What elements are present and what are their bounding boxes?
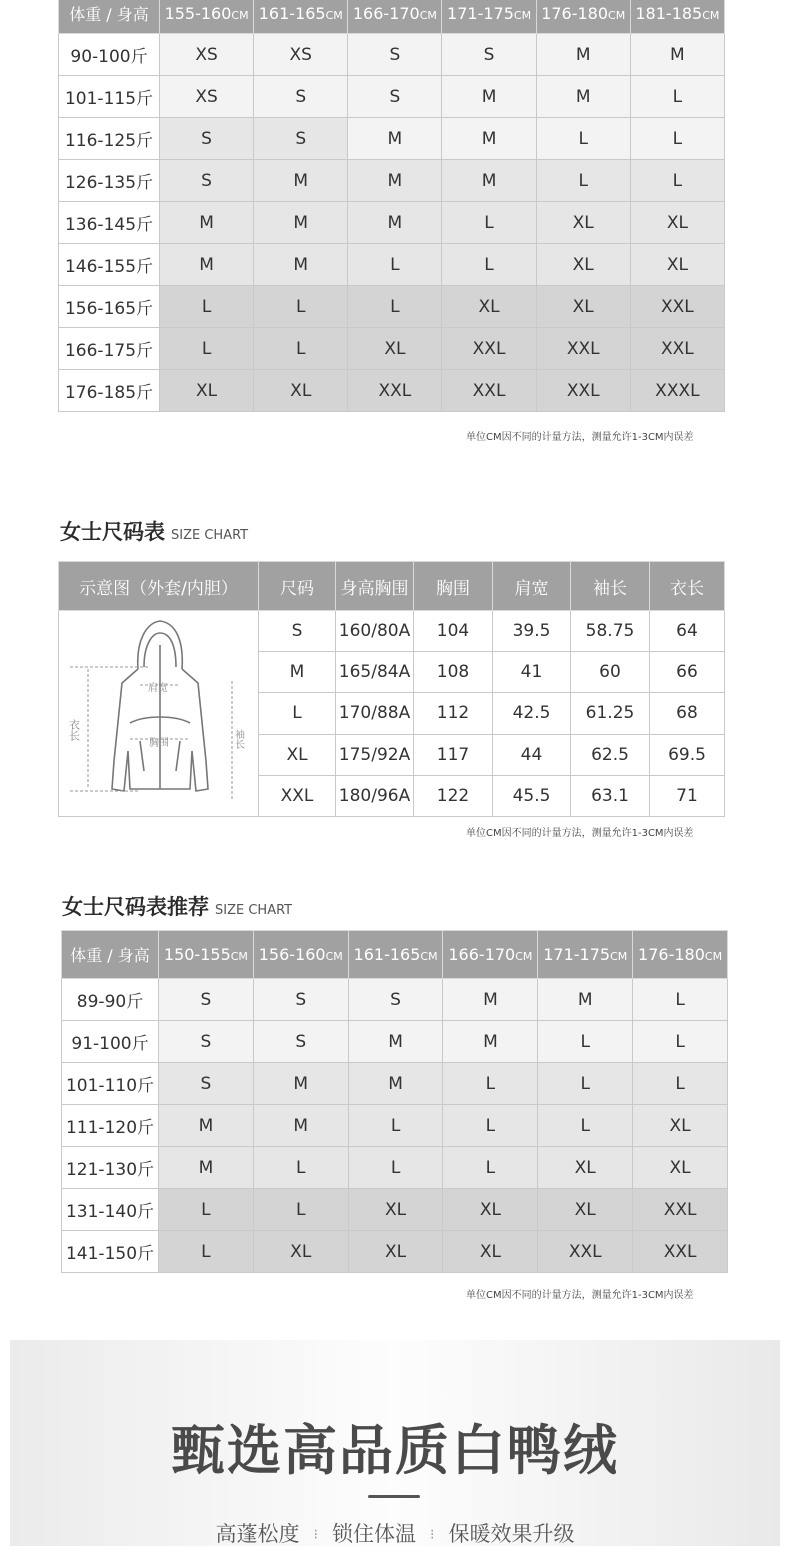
- measure-cell: 64: [650, 611, 725, 652]
- size-cell: S: [254, 76, 348, 118]
- size-cell: XS: [160, 76, 254, 118]
- table-row: [62, 1063, 728, 1105]
- table-row: [62, 1021, 728, 1063]
- size-cell: L: [442, 244, 536, 286]
- height-unit: CM: [419, 8, 437, 22]
- measure-cell: 170/88A: [336, 693, 414, 734]
- weight-cell: 90-100斤: [59, 34, 160, 76]
- height-unit: CM: [230, 950, 248, 963]
- size-cell: L: [630, 160, 724, 202]
- size-cell: L: [442, 202, 536, 244]
- height-unit: CM: [610, 950, 628, 963]
- column-header: 袖长: [571, 562, 650, 611]
- height-unit: CM: [608, 8, 626, 22]
- size-cell: M: [160, 202, 254, 244]
- height-header: [253, 931, 348, 979]
- measure-cell: 45.5: [493, 775, 571, 816]
- measure-cell: 42.5: [493, 693, 571, 734]
- banner-features: [10, 1518, 780, 1548]
- size-cell: L: [348, 1105, 443, 1147]
- column-header: 胸围: [414, 562, 493, 611]
- height-header: [538, 931, 633, 979]
- size-cell: M: [348, 118, 442, 160]
- measure-cell: 122: [414, 775, 493, 816]
- feature-separator: ⁝: [313, 1527, 318, 1543]
- height-header: [160, 0, 254, 34]
- table-row: [59, 76, 725, 118]
- size-cell: M: [160, 244, 254, 286]
- size-cell: L: [348, 286, 442, 328]
- size-cell: L: [259, 693, 336, 734]
- height-value: 161-165: [258, 3, 326, 23]
- size-cell: XXL: [538, 1231, 633, 1273]
- measure-cell: 68: [650, 693, 725, 734]
- weight-cell: 89-90斤: [62, 979, 159, 1021]
- section-subtitle: SIZE CHART: [171, 528, 249, 543]
- height-header: [536, 0, 630, 34]
- chest-label: 胸围: [149, 738, 169, 749]
- height-unit: CM: [325, 8, 343, 22]
- height-value: 171-175: [447, 3, 514, 23]
- size-cell: L: [159, 1189, 254, 1231]
- weight-cell: 111-120斤: [62, 1105, 159, 1147]
- size-cell: S: [442, 34, 536, 76]
- size-cell: XL: [633, 1105, 728, 1147]
- table-row: [62, 1147, 728, 1189]
- size-cell: L: [538, 1105, 633, 1147]
- height-header: [254, 0, 348, 34]
- weight-cell: 131-140斤: [62, 1189, 159, 1231]
- corner-header: 体重 / 身高: [59, 0, 160, 34]
- size-cell: S: [348, 34, 442, 76]
- height-value: 176-180: [541, 3, 609, 23]
- height-value: 155-160: [164, 3, 232, 23]
- size-recommend-table: [61, 930, 728, 1273]
- size-chart-table: [58, 561, 725, 817]
- size-cell: S: [160, 160, 254, 202]
- height-unit: CM: [702, 8, 720, 22]
- height-value: 181-185: [635, 3, 703, 23]
- section-title-text: 女士尺码表: [60, 520, 165, 544]
- height-value: 176-180: [638, 945, 705, 964]
- size-cell: S: [259, 611, 336, 652]
- feature-item: 保暖效果升级: [448, 1522, 575, 1546]
- jacket-diagram: [59, 611, 259, 817]
- size-cell: L: [253, 1147, 348, 1189]
- size-cell: S: [159, 1021, 254, 1063]
- size-cell: XL: [536, 202, 630, 244]
- size-cell: XL: [633, 1147, 728, 1189]
- size-cell: XL: [443, 1189, 538, 1231]
- column-header: 示意图（外套/内胆）: [59, 562, 259, 611]
- size-cell: L: [633, 979, 728, 1021]
- table-row: [59, 286, 725, 328]
- jacket-outline-icon: [60, 611, 257, 811]
- size-cell: M: [253, 1105, 348, 1147]
- table-row: [59, 160, 725, 202]
- height-unit: CM: [515, 950, 533, 963]
- size-cell: L: [443, 1063, 538, 1105]
- size-cell: M: [159, 1147, 254, 1189]
- table-row: [62, 1105, 728, 1147]
- size-cell: XL: [630, 244, 724, 286]
- size-cell: M: [159, 1105, 254, 1147]
- size-cell: M: [348, 1021, 443, 1063]
- weight-cell: 101-110斤: [62, 1063, 159, 1105]
- height-value: 171-175: [543, 945, 611, 964]
- size-cell: L: [253, 1189, 348, 1231]
- size-cell: XL: [348, 328, 442, 370]
- size-cell: M: [443, 979, 538, 1021]
- column-header: 衣长: [650, 562, 725, 611]
- size-cell: XL: [259, 734, 336, 775]
- size-cell: XXL: [536, 370, 630, 412]
- size-cell: XXL: [442, 370, 536, 412]
- size-cell: S: [159, 979, 254, 1021]
- measure-cell: 117: [414, 734, 493, 775]
- size-cell: L: [348, 1147, 443, 1189]
- measurement-note: 单位CM因不同的计量方法，测量允许1-3CM内误差: [466, 828, 694, 839]
- feature-separator: ⁝: [430, 1527, 435, 1543]
- measure-cell: 41: [493, 652, 571, 693]
- weight-cell: 166-175斤: [59, 328, 160, 370]
- size-cell: XXL: [259, 775, 336, 816]
- height-unit: CM: [513, 8, 532, 22]
- measure-cell: 63.1: [571, 775, 650, 816]
- table-row: [59, 202, 725, 244]
- size-cell: XL: [254, 370, 348, 412]
- size-cell: L: [160, 328, 254, 370]
- size-cell: M: [254, 244, 348, 286]
- table-row: [59, 611, 725, 652]
- size-cell: XL: [538, 1147, 633, 1189]
- size-cell: S: [348, 979, 443, 1021]
- table-row: [59, 34, 725, 76]
- height-unit: CM: [325, 950, 343, 963]
- size-cell: S: [254, 118, 348, 160]
- weight-cell: 176-185斤: [59, 370, 160, 412]
- size-cell: XXL: [442, 328, 536, 370]
- feature-item: 高蓬松度: [215, 1522, 300, 1546]
- size-cell: XXL: [630, 286, 724, 328]
- size-cell: L: [159, 1231, 254, 1273]
- height-value: 161-165: [353, 945, 421, 964]
- size-cell: M: [348, 202, 442, 244]
- measure-cell: 69.5: [650, 734, 725, 775]
- height-header: [442, 0, 536, 34]
- size-cell: M: [538, 979, 633, 1021]
- corner-header: 体重 / 身高: [62, 931, 159, 979]
- size-cell: L: [536, 160, 630, 202]
- table-row: [59, 118, 725, 160]
- column-header: 尺码: [259, 562, 336, 611]
- weight-cell: 146-155斤: [59, 244, 160, 286]
- length-label: 衣长: [67, 719, 81, 741]
- size-cell: XL: [160, 370, 254, 412]
- column-header: 身高胸围: [336, 562, 414, 611]
- size-cell: M: [443, 1021, 538, 1063]
- size-cell: XXL: [536, 328, 630, 370]
- size-cell: M: [254, 160, 348, 202]
- height-value: 150-155: [163, 945, 231, 964]
- height-unit: CM: [704, 950, 723, 963]
- height-value: 166-170: [448, 945, 516, 964]
- size-cell: M: [442, 118, 536, 160]
- size-cell: XL: [348, 1189, 443, 1231]
- size-cell: XXL: [630, 328, 724, 370]
- measure-cell: 104: [414, 611, 493, 652]
- size-cell: XS: [254, 34, 348, 76]
- size-cell: L: [348, 244, 442, 286]
- size-cell: L: [536, 118, 630, 160]
- weight-cell: 126-135斤: [59, 160, 160, 202]
- size-cell: L: [538, 1021, 633, 1063]
- height-unit: CM: [420, 950, 438, 963]
- size-cell: XXL: [633, 1231, 728, 1273]
- weight-cell: 116-125斤: [59, 118, 160, 160]
- measure-cell: 62.5: [571, 734, 650, 775]
- section-title: [62, 891, 292, 921]
- weight-cell: 141-150斤: [62, 1231, 159, 1273]
- table-header-row: [59, 0, 725, 34]
- size-cell: S: [253, 979, 348, 1021]
- size-cell: XXL: [633, 1189, 728, 1231]
- table-row: [59, 328, 725, 370]
- size-cell: XL: [443, 1231, 538, 1273]
- section-subtitle: SIZE CHART: [215, 903, 293, 918]
- banner-divider: [368, 1495, 420, 1498]
- feature-item: 锁住体温: [332, 1522, 416, 1546]
- measure-cell: 66: [650, 652, 725, 693]
- height-value: 156-160: [258, 945, 326, 964]
- height-header: [633, 931, 728, 979]
- size-cell: XXL: [348, 370, 442, 412]
- size-cell: XL: [630, 202, 724, 244]
- measure-cell: 165/84A: [336, 652, 414, 693]
- size-cell: XL: [253, 1231, 348, 1273]
- size-cell: XL: [442, 286, 536, 328]
- table-row: [62, 1231, 728, 1273]
- height-header: [443, 931, 538, 979]
- measure-cell: 180/96A: [336, 775, 414, 816]
- size-cell: L: [633, 1063, 728, 1105]
- measure-cell: 108: [414, 652, 493, 693]
- measure-cell: 60: [571, 652, 650, 693]
- size-cell: M: [536, 76, 630, 118]
- measure-cell: 160/80A: [336, 611, 414, 652]
- height-header: [159, 931, 254, 979]
- table-row: [59, 244, 725, 286]
- measure-cell: 58.75: [571, 611, 650, 652]
- size-cell: S: [348, 76, 442, 118]
- size-cell: S: [253, 1021, 348, 1063]
- height-header: [630, 0, 724, 34]
- size-cell: XXXL: [630, 370, 724, 412]
- column-header: 肩宽: [493, 562, 571, 611]
- size-cell: M: [348, 160, 442, 202]
- size-cell: M: [442, 160, 536, 202]
- section-title-text: 女士尺码表推荐: [62, 895, 209, 919]
- weight-cell: 121-130斤: [62, 1147, 159, 1189]
- size-cell: S: [160, 118, 254, 160]
- size-cell: M: [630, 34, 724, 76]
- measure-cell: 112: [414, 693, 493, 734]
- size-cell: M: [253, 1063, 348, 1105]
- weight-cell: 91-100斤: [62, 1021, 159, 1063]
- weight-cell: 101-115斤: [59, 76, 160, 118]
- size-cell: L: [443, 1147, 538, 1189]
- measure-cell: 175/92A: [336, 734, 414, 775]
- height-header: [348, 0, 442, 34]
- size-cell: L: [630, 118, 724, 160]
- size-cell: L: [630, 76, 724, 118]
- sleeve-label: 袖长: [232, 729, 244, 749]
- size-cell: M: [348, 1063, 443, 1105]
- height-value: 166-170: [352, 3, 420, 23]
- table-header-row: [62, 931, 728, 979]
- measurement-note: 单位CM因不同的计量方法，测量允许1-3CM内误差: [466, 432, 694, 443]
- table-header-row: [59, 562, 725, 611]
- measure-cell: 44: [493, 734, 571, 775]
- size-cell: M: [254, 202, 348, 244]
- height-header: [348, 931, 443, 979]
- measure-cell: 39.5: [493, 611, 571, 652]
- weight-cell: 136-145斤: [59, 202, 160, 244]
- section-title: [60, 516, 248, 546]
- size-cell: M: [259, 652, 336, 693]
- size-cell: L: [443, 1105, 538, 1147]
- weight-cell: 156-165斤: [59, 286, 160, 328]
- size-cell: L: [538, 1063, 633, 1105]
- size-cell: XL: [348, 1231, 443, 1273]
- table-row: [62, 1189, 728, 1231]
- size-cell: L: [160, 286, 254, 328]
- measurement-note: 单位CM因不同的计量方法，测量允许1-3CM内误差: [466, 1290, 694, 1301]
- size-cell: L: [254, 328, 348, 370]
- size-table-1: [58, 0, 725, 412]
- size-cell: M: [442, 76, 536, 118]
- size-cell: L: [254, 286, 348, 328]
- shoulder-label: 肩宽: [148, 683, 168, 694]
- banner-headline: 甄选高品质白鸭绒: [171, 1419, 619, 1482]
- height-unit: CM: [231, 8, 249, 22]
- size-cell: XL: [536, 286, 630, 328]
- size-cell: XL: [536, 244, 630, 286]
- measure-cell: 61.25: [571, 693, 650, 734]
- table-row: [62, 979, 728, 1021]
- table-row: [59, 370, 725, 412]
- down-banner: [10, 1340, 780, 1546]
- size-cell: L: [633, 1021, 728, 1063]
- size-cell: M: [536, 34, 630, 76]
- size-cell: S: [159, 1063, 254, 1105]
- size-cell: XS: [160, 34, 254, 76]
- size-cell: XL: [538, 1189, 633, 1231]
- measure-cell: 71: [650, 775, 725, 816]
